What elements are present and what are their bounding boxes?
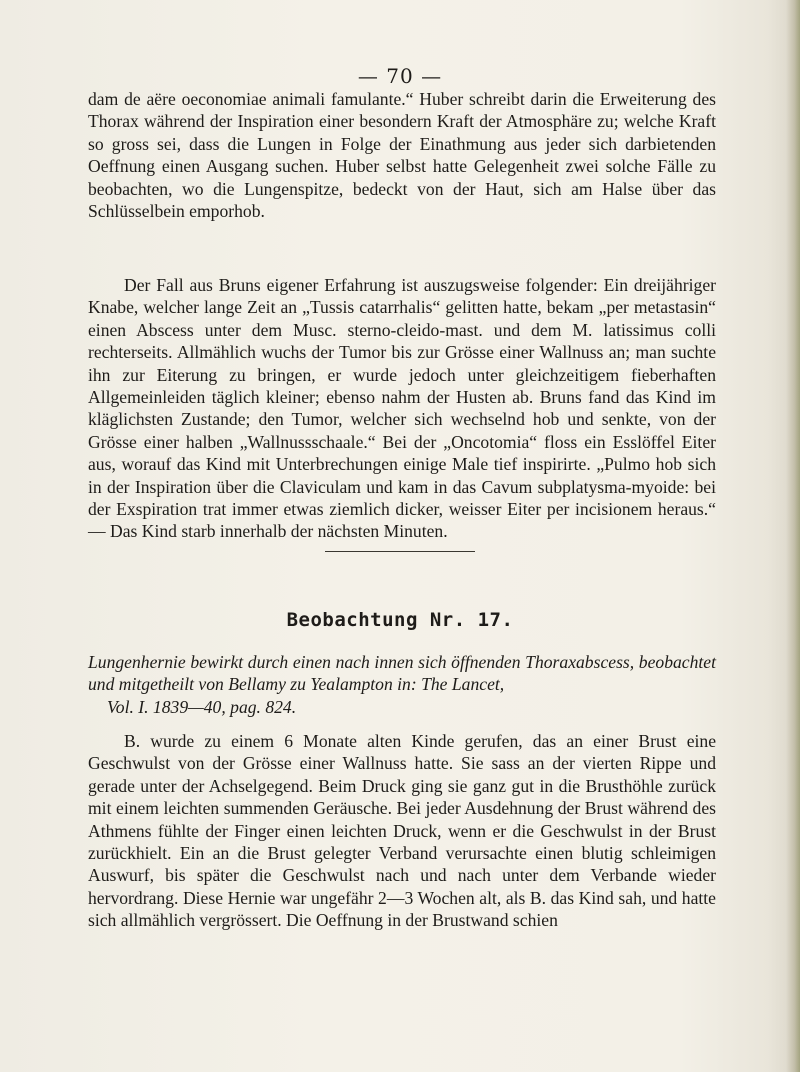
- observation-subtitle-line1: Lungenhernie bewirkt durch einen nach innen sich öffnenden Thoraxabscess, beobachtet und mitgetheilt von Bellamy zu Yealampton in: The Lancet,: [88, 652, 716, 695]
- paragraph-text: Der Fall aus Bruns eigener Erfahrung ist auszugsweise folgender: Ein dreijähriger Knabe, welcher lange Zeit an „Tussis catarrhalis“ gelitten hatte, bekam „per metastasin“ einen Abscess unter dem Musc. sterno-cleido-mast. und dem M. latissimus colli rechterseits. Allmählich wuchs der Tumor bis zur Grösse einer Wallnuss an; man suchte ihn zur Eiterung zu bringen, er wurde jedoch unter gleichzeitigem fieberhaften Allgemeinleiden täglich kleiner; ebenso nahm der Husten ab. Bruns fand das Kind im kläglichsten Zustande; den Tumor, welcher sich wechselnd hob und senkte, von der Grösse einer halben „Wallnussschaale.“ Bei der „Oncotomia“ floss ein Esslöffel Eiter aus, worauf das Kind mit Unterbrechungen einige Male tief inspirirte. „Pulmo hob sich in der Inspiration über die Claviculam und kam in das Cavum subplatysma-myoide: bei der Exspiration trat immer etwas ziemlich dicker, weisser Eiter per incisionem heraus.“ — Das Kind starb innerhalb der nächsten Minuten.: [88, 275, 716, 542]
- page-number: — 70 —: [357, 64, 443, 88]
- paragraph-text: B. wurde zu einem 6 Monate alten Kinde gerufen, das an einer Brust eine Geschwulst von der Grösse einer Wallnuss hatte. Sie sass an der vierten Rippe und gerade unter der Achselgegend. Beim Druck ging sie ganz gut in die Brusthöhle zurück mit einem leichten summenden Geräusche. Bei jeder Ausdehnung der Brust während des Athmens fühlte der Finger einen leichten Druck, wenn er die Geschwulst in der Brust zurückhielt. Ein an die Brust gelegter Verband verursachte einen blutig schleimigen Auswurf, bis später die Geschwulst nach und nach unter dem Verbande wieder hervordrang. Diese Hernie war ungefähr 2—3 Wochen alt, als B. das Kind sah, und hatte sich allmählich vergrössert. Die Oeffnung in der Brustwand schien: [88, 731, 716, 931]
- observation-subtitle: [88, 651, 716, 718]
- paragraph-text: dam de aëre oeconomiae animali famulante.“ Huber schreibt darin die Erweiterung des Thorax während der Inspiration einer besondern Kraft der Atmosphäre zu; welche Kraft so gross sei, dass die Lungen in Folge der Einathmung aus jeder sich darbietenden Oeffnung einen Ausgang suchen. Huber selbst hatte Gelegenheit zwei solche Fälle zu beobachten, wo die Lungenspitze, bedeckt von der Haut, sich am Halse über das Schlüsselbein emporhob.: [88, 89, 716, 222]
- page-edge-shadow: [786, 0, 800, 1072]
- observation-body: [88, 730, 716, 932]
- paragraph-continuation: [88, 88, 716, 222]
- paragraph-bruns-case: [88, 274, 716, 543]
- observation-heading: Beobachtung Nr. 17.: [286, 609, 514, 631]
- section-divider: [325, 551, 475, 552]
- observation-subtitle-line2: Vol. I. 1839—40, pag. 824.: [107, 696, 297, 717]
